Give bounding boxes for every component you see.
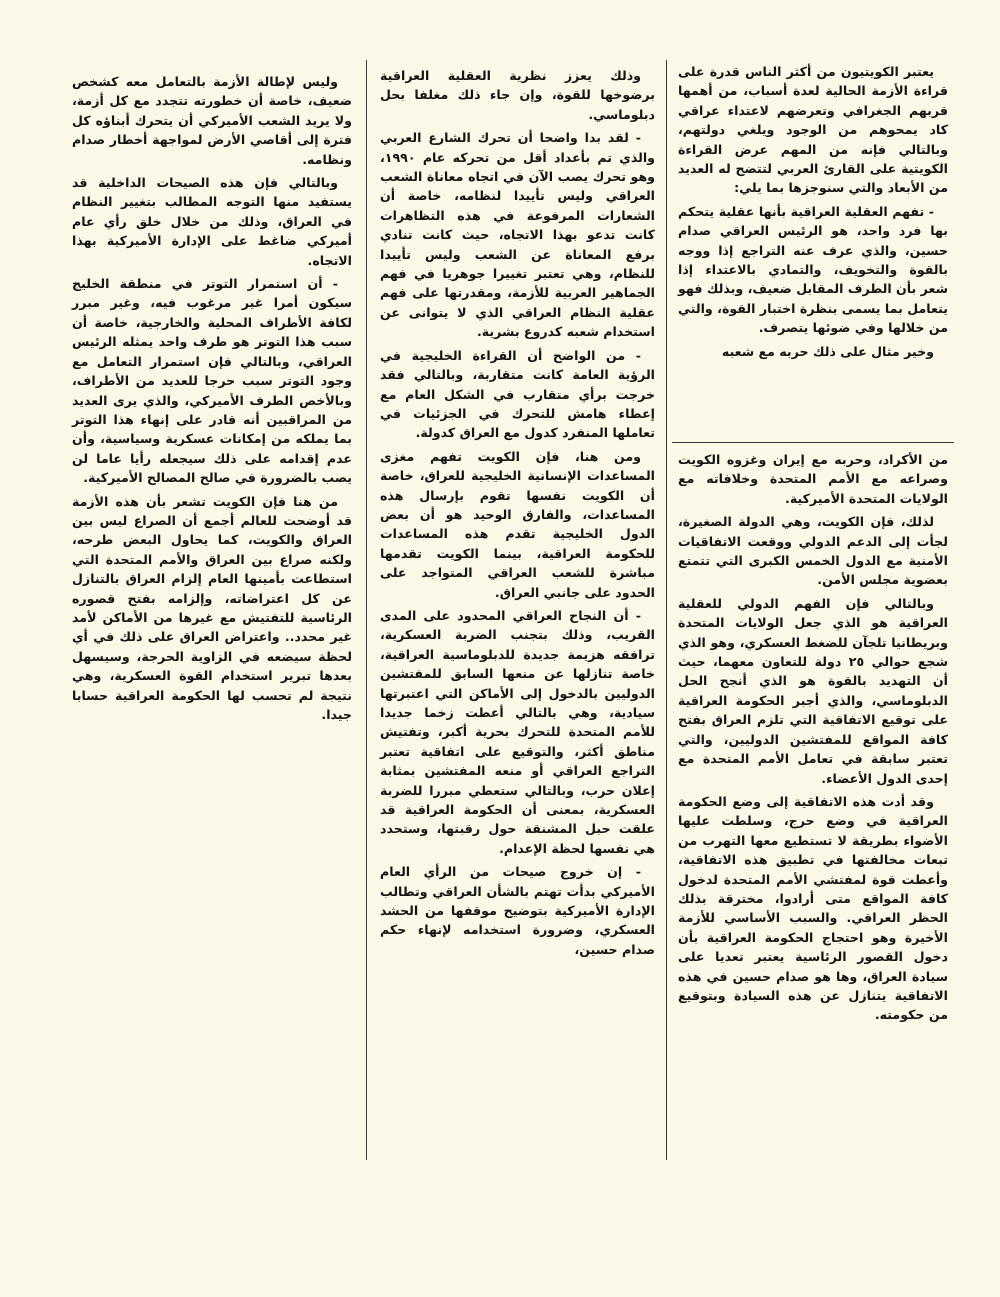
paragraph: - لقد بدا واضحا أن تحرك الشارع العربي والذي تم بأعداد أقل من تحركه عام ١٩٩٠، وهو تحرك يصب الآن في اتجاه معاناة الشعب العراقي وليس تأييدا لنظامه، خاصة أن الشعارات المرفوعة في هذه التظاهرات كانت تدعو بهذا الاتجاه، حيث كانت تنادي برفع المعاناة عن الشعب وليس تأييدا للنظام، وهي تعتبر تغييرا جوهريا في فهم الجماهير العربية للأزمة، ومقدرتها على فهم عقلية النظام العراقي الذي لا يتوانى عن استخدام شعبه كدروع بشرية. [380, 130, 655, 340]
column-right-top [678, 62, 948, 365]
paragraph: من هنا فإن الكويت تشعر بأن هذه الأزمة قد أوضحت للعالم أجمع أن الصراع ليس بين العراق والكويت، كما يحاول البعض طرحه، ولكنه صراع بين العراق والأمم المتحدة التي استطاعت بأمينها العام إلزام العراق بالتنازل عن كل اعتراضاته، وإلزامه بفتح قصوره الرئاسية للتفتيش مع غيرها من الأماكن لأمد غير محدد.. واعتراض العراق على ذلك في أي لحظة سيضعه في الزاوية الحرجة، وسيسهل بعدها تبرير استخدام القوة العسكرية، وهي نتيجة لم تحسب لها الحكومة العراقية حسابا جيدا. [72, 493, 352, 722]
column-divider-horizontal [672, 442, 954, 443]
paragraph: من الأكراد، وحربه مع إيران وغزوه الكويت وصراعه مع الأمم المتحدة وخلافاته مع الولايات المتحدة الأميركية. [678, 452, 948, 506]
paragraph: وبالتالي فإن الفهم الدولي للعقلية العراقية هو الذي جعل الولايات المتحدة وبريطانيا تلجآن للضغط العسكري، وهو الذي شجع حوالي ٢٥ دولة للتعاون معهما، حيث أن التهديد بالقوة هو الذي أنجح الحل الدبلوماسي، والذي أجبر الحكومة العراقية على توقيع الاتفاقية التي تلزم العراق بفتح كافة المواقع للمفتشين الدوليين، والتي تعتبر سابقة في تعامل الأمم المتحدة مع إحدى الدول الأعضاء. [678, 595, 948, 786]
paragraph: وليس لإطالة الأزمة بالتعامل معه كشخص ضعيف، خاصة أن خطورته تتجدد مع كل أزمة، ولا يريد الشعب الأميركي أن يتحرك أبناؤه كل فترة إلى أقاصي الأرض لمواجهة أخطار صدام ونظامه. [72, 74, 352, 167]
paragraph: - أن النجاح العراقي المحدود على المدى القريب، وذلك بتجنب الضربة العسكرية، ترافقه هزيمة جديدة للدبلوماسية العراقية، خاصة تنازلها عن منعها السابق للمفتشين الدوليين بالدخول إلى الأماكن التي اعتبرتها سيادية، وهي بالتالي أعطت زخما جديدا للأمم المتحدة للتحرك بحرية أكبر، وتفتيش مناطق أكثر، والتوقيع على اتفاقية تعتبر التراجع العراقي أو منعه المفتشين بمثابة إعلان حرب، وبالتالي ستعطي مبررا للضربة العسكرية، بمعنى أن الحكومة العراقية قد علقت حبل المشنقة حول رقبتها، وستحدد هي نفسها لحظة الإعدام. [380, 607, 655, 856]
column-right-bottom [678, 450, 948, 1029]
paragraph: يعتبر الكويتيون من أكثر الناس قدرة على قراءة الأزمة الحالية لعدة أسباب، من أهمها قربهم الجغرافي وتعرضهم لاعتداء عراقي كاد يمحوهم من الوجود ويلغي دولتهم، وبالتالي فإنه من المهم عرض القراءة الكويتية على القارئ العربي لتتضح له العديد من الأبعاد والتي سنوجزها بما يلي: [678, 64, 948, 196]
paragraph: وقد أدت هذه الاتفاقية إلى وضع الحكومة العراقية في وضع حرج، وسلطت عليها الأضواء بطريقة لا تستطيع معها التهرب من تبعات مخالفتها في تطبيق هذه الاتفاقية، وأعطت قوة لمفتشي الأمم المتحدة لدخول كافة المواقع متى أرادوا، مخترقة بذلك الحظر العراقي. والسبب الأساسي للأزمة الأخيرة وهو احتجاج الحكومة العراقية بأن دخول القصور الرئاسية يعتبر تعديا على سيادة العراق، وها هو صدام حسين في هذه الاتفاقية يتنازل عن هذه السيادة وبتوقيع من حكومته. [678, 793, 948, 1023]
paragraph: - تفهم العقلية العراقية بأنها عقلية يتحكم بها فرد واحد، هو الرئيس العراقي صدام حسين، والذي عرف عنه التراجع إذا ووجه بالقوة والتخويف، والتمادي بالاعتداء إذا شعر بأن الطرف المقابل ضعيف، وبذلك فهو يتعامل بما يسمى بنظرة اختبار القوة، والتي من خلالها وفي ضوئها يتصرف. [678, 203, 948, 336]
column-divider [666, 60, 667, 1160]
paragraph: وخير مثال على ذلك حربه مع شعبه [721, 343, 934, 359]
paragraph: لذلك، فإن الكويت، وهي الدولة الصغيرة، لجأت إلى الدعم الدولي ووقعت الاتفاقيات الأمنية مع الدول الخمس الكبرى التي تتمتع بعضوية مجلس الأمن. [678, 514, 948, 588]
column-left [72, 72, 352, 728]
paragraph: وذلك يعزز نظرية العقلية العراقية برضوخها للقوة، وإن جاء ذلك مغلفا بحل دبلوماسي. [380, 68, 655, 122]
paragraph: وبالتالي فإن هذه الصيحات الداخلية قد يستفيد منها التوجه المطالب بتغيير النظام في العراق، وذلك من خلال خلق رأي عام أميركي ضاغط على الإدارة الأميركية بهذا الاتجاه. [72, 175, 352, 268]
paragraph: - إن خروج صيحات من الرأي العام الأميركي بدأت تهتم بالشأن العراقي وتطالب الإدارة الأميركية بتوضيح موقفها من الحشد العسكري، وضرورة استخدامه لإنهاء حكم صدام حسين، [380, 864, 655, 957]
column-middle [380, 66, 655, 963]
paragraph: ومن هنا، فإن الكويت تفهم مغزى المساعدات الإنسانية الخليجية للعراق، خاصة أن الكويت نفسها تقوم بإرسال هذه المساعدات، والفارق الوحيد هو أن بعض الدول الخليجية تقدم هذه المساعدات للحكومة العراقية، بينما الكويت تقدمها مباشرة للشعب العراقي المتواجد على الحدود على جانبي العراق. [380, 448, 655, 600]
column-divider [366, 60, 367, 1160]
paragraph: - من الواضح أن القراءة الخليجية في الرؤية العامة كانت متقاربة، وبالتالي فقد خرجت برأي متقارب في الشكل العام مع إعطاء هامش للتحرك في الجزئيات في تعاملها المنفرد كدول مع العراق كدولة. [380, 347, 655, 441]
paragraph: - أن استمرار التوتر في منطقة الخليج سيكون أمرا غير مرغوب فيه، وغير مبرر لكافة الأطراف المحلية والخارجية، خاصة أن سبب هذا التوتر هو طرف واحد يمثله الرئيس العراقي، وبالتالي فإن استمرار التعامل مع وجود التوتر سبب حرجا للعديد من الأطراف، وبالأخص الطرف الأميركي، والذي يرى العديد من المراقبين أنه قادر على إنهاء هذا التوتر بما يملكه من إمكانات عسكرية وسياسية، وأن عدم إقدامه على ذلك سيجعله رأيا عاما لن يصب بالضرورة في صالح المصالح الأميركية. [72, 276, 352, 486]
